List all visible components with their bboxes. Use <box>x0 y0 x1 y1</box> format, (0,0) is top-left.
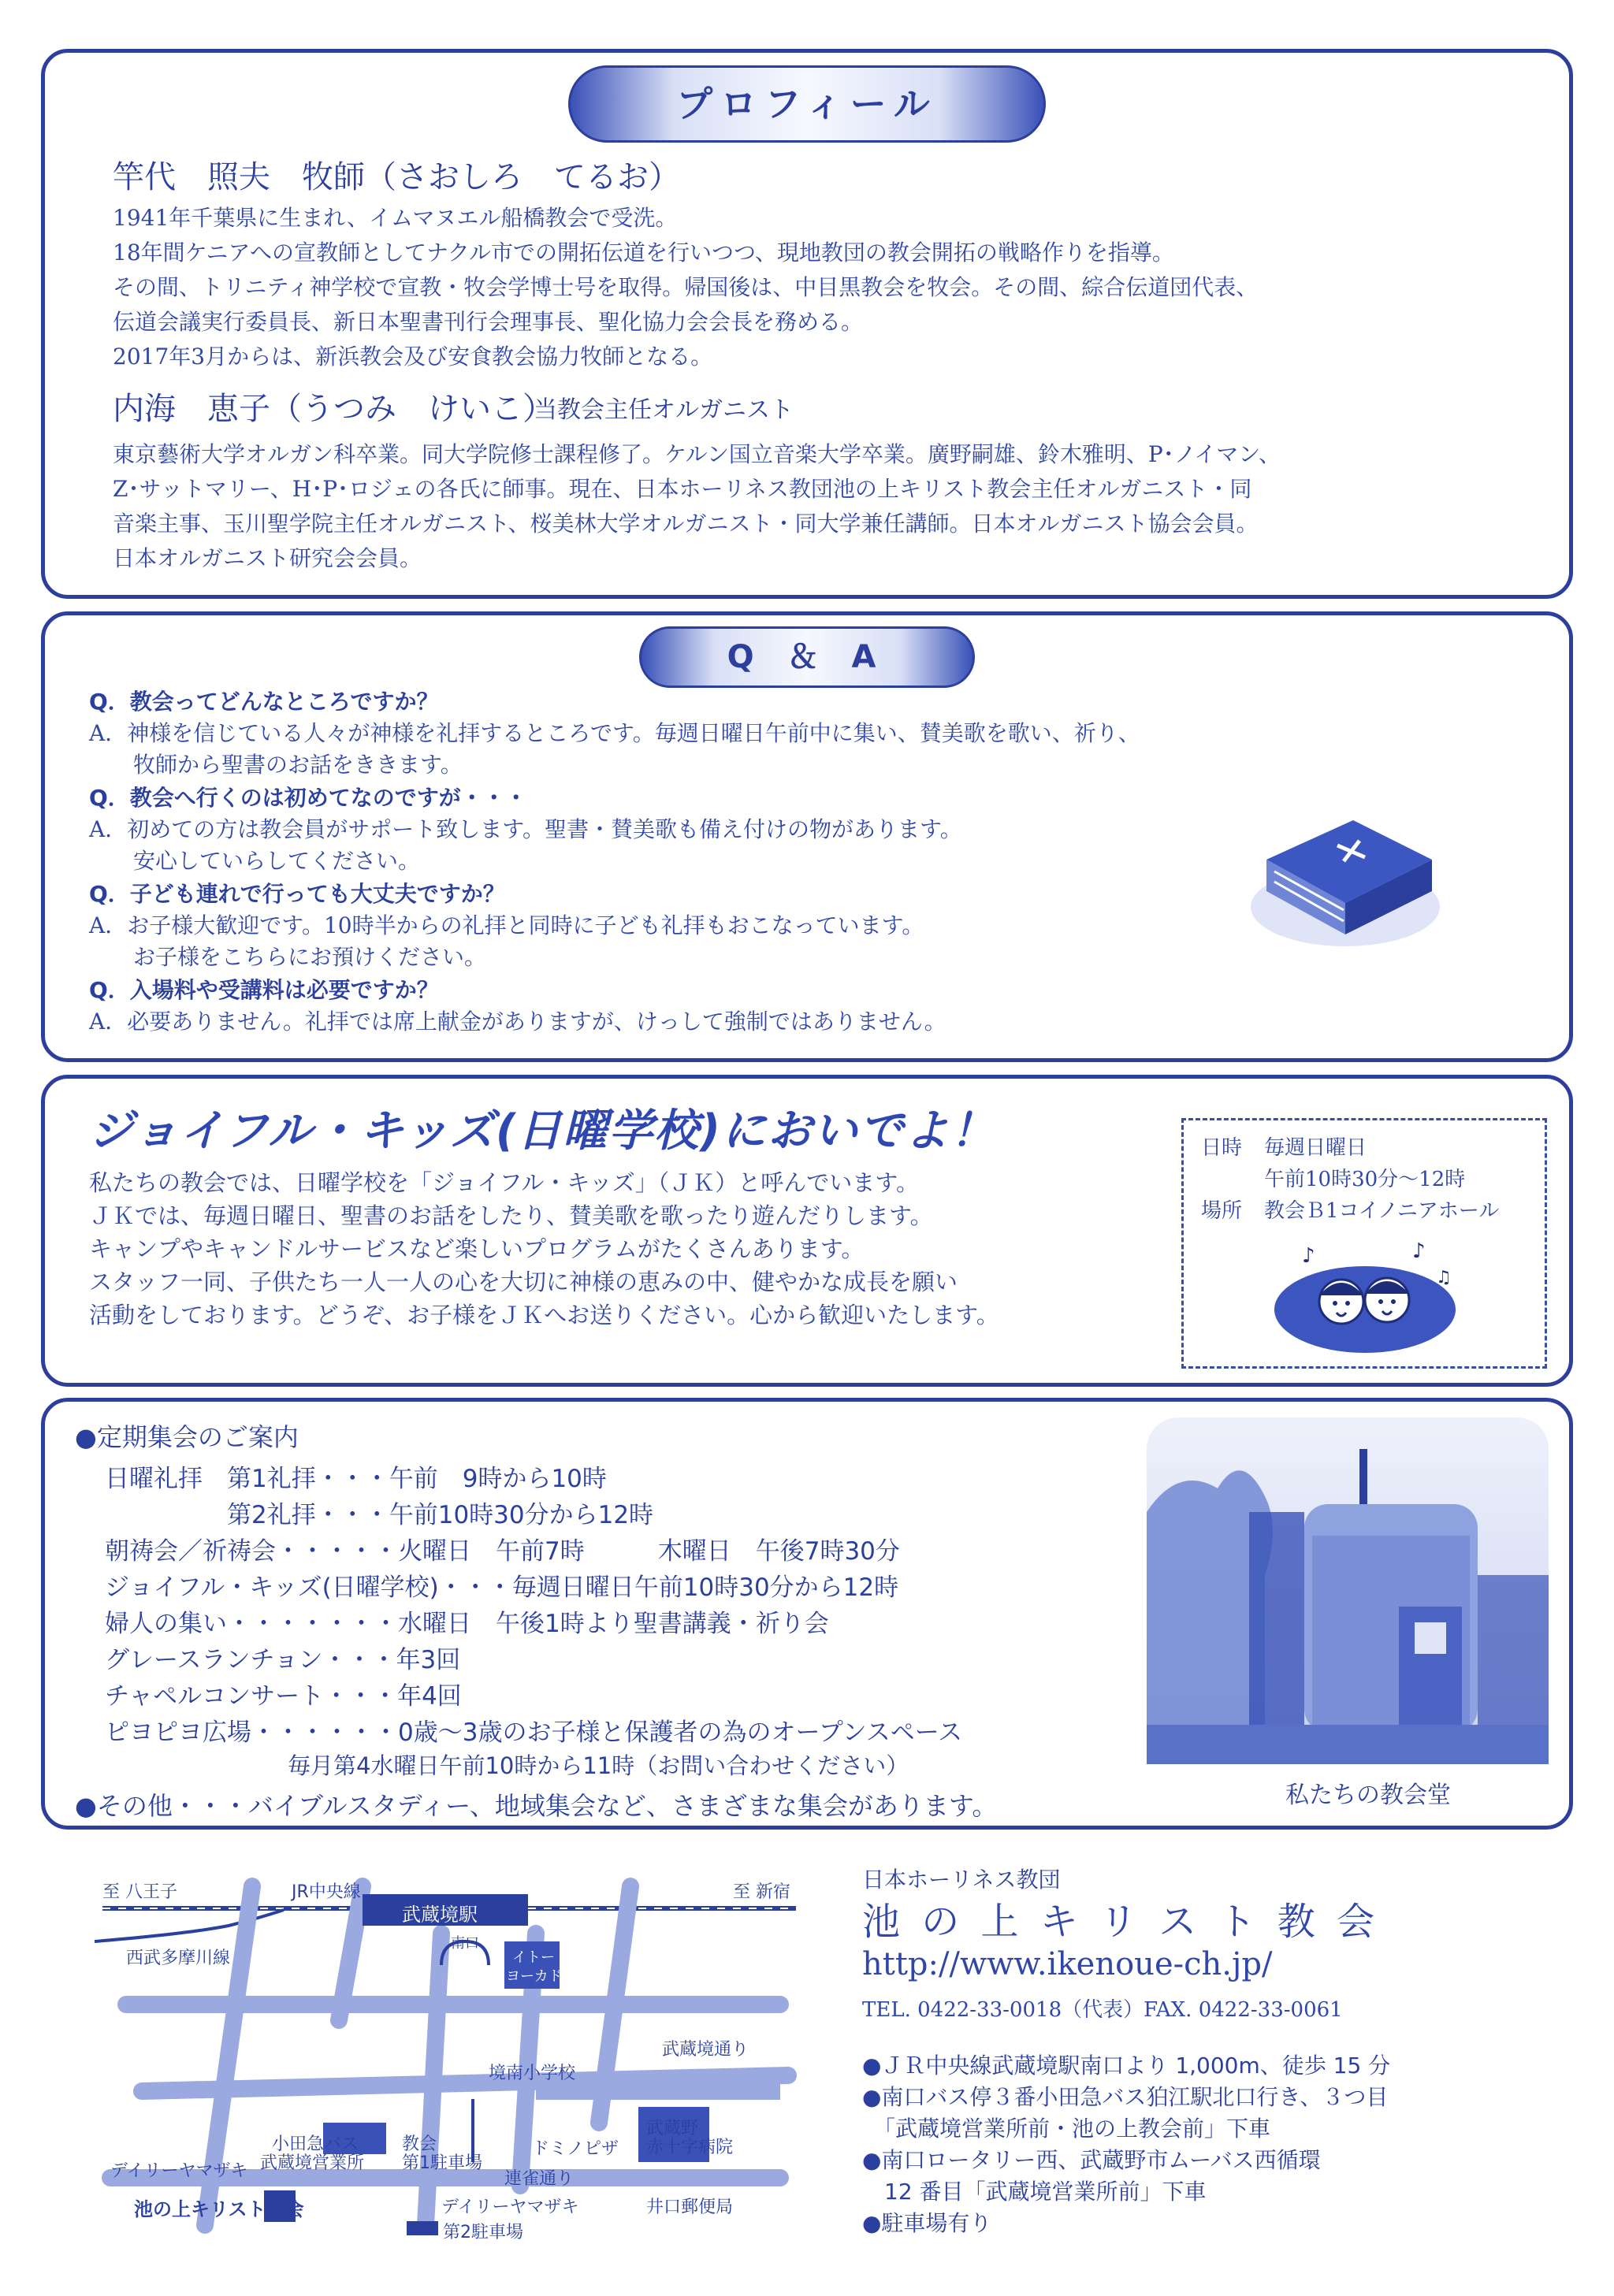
map-label-domino: ドミノピザ <box>532 2139 619 2159</box>
qa-panel <box>41 611 1573 1062</box>
meeting-line: ジョイフル・キッズ(日曜学校)・・・毎週日曜日午前10時30分から12時 <box>105 1573 899 1602</box>
map-label-shinjuku: 至 新宿 <box>733 1882 790 1902</box>
singing-children-icon <box>1270 1239 1460 1357</box>
church-building-photo <box>1147 1417 1549 1764</box>
pastor-bio-line: 1941年千葉県に生まれ、イムマヌエル船橋教会で受洗。 <box>113 205 678 231</box>
question: Q．教会へ行くのは初めてなのですが・・・ <box>89 785 527 811</box>
question: Q．教会ってどんなところですか？ <box>89 689 439 715</box>
map-label-daily-yamazaki: デイリーヤマザキ <box>441 2198 579 2217</box>
map-label-parking1: 教会 <box>402 2134 437 2154</box>
map-label-south-exit: 南口 <box>451 1935 479 1952</box>
qa-banner <box>639 626 975 688</box>
answer-line: A．必要ありません。礼拝では席上献金がありますが、けっして強制ではありません。 <box>89 1009 946 1035</box>
access-line: ●ＪＲ中央線武蔵境駅南口より 1,000m、徒歩 15 分 <box>862 2053 1391 2079</box>
pastor-bio-line: 2017年3月からは、新浜教会及び安食教会協力牧師となる。 <box>113 344 713 370</box>
map-label-sakai-dori: 武蔵境通り <box>662 2040 749 2060</box>
joyful-kids-line: 活動をしております。どうぞ、お子様をＪＫへお送りください。心から歓迎いたします。 <box>89 1302 999 1328</box>
question: Q．子ども連れで行っても大丈夫ですか？ <box>89 881 505 907</box>
map-label-ito-yokado: ヨーカドー <box>506 1968 577 1985</box>
question: Q．入場料や受講料は必要ですか？ <box>89 977 439 1003</box>
meeting-line: 日曜礼拝 第1礼拝・・・午前 9時から10時 <box>105 1465 607 1493</box>
map-label-odakyu-bus: 小田急バス <box>272 2134 359 2154</box>
map-label-renjaku: 連雀通り <box>504 2169 575 2189</box>
pastor-bio-line: 伝道会議実行委員長、新日本聖書刊行会理事長、聖化協力会会長を務める。 <box>113 309 864 335</box>
schedule-time-value: 毎週日曜日 <box>1264 1136 1367 1160</box>
answer-line: A．お子様大歓迎です。10時半からの礼拝と同時に子ども礼拝もおこなっています。 <box>89 912 924 938</box>
meeting-line: 朝祷会／祈祷会・・・・・火曜日 午前7時 木曜日 午後7時30分 <box>105 1537 900 1566</box>
svg-text:♫: ♫ <box>1436 1268 1452 1287</box>
access-line: 12 番目「武蔵境営業所前」下車 <box>862 2179 1207 2205</box>
map-label-parking2: 第2駐車場 <box>443 2223 523 2242</box>
church-url[interactable]: http://www.ikenoue-ch.jp/ <box>862 1946 1273 1982</box>
pastor-bio-line: その間、トリニティ神学校で宣教・牧会学博士号を取得。帰国後は、中目黒教会を牧会。その間、綜合伝道団代表、 <box>113 274 1259 300</box>
church-tel-fax: TEL. 0422-33-0018（代表）FAX. 0422-33-0061 <box>862 1998 1343 2022</box>
access-line: ●南口バス停３番小田急バス狛江駅北口行き、３つ目 <box>862 2084 1389 2110</box>
meeting-line: 第2礼拝・・・午前10時30分から12時 <box>105 1501 654 1529</box>
joyful-kids-line: 私たちの教会では、日曜学校を「ジョイフル・キッズ」（ＪＫ）と呼んでいます。 <box>89 1169 919 1196</box>
profile-banner-text: プロフィール <box>676 83 938 125</box>
access-line: ●駐車場有り <box>862 2210 992 2236</box>
svg-text:♪: ♪ <box>1302 1244 1315 1268</box>
map-label-school: 境南小学校 <box>489 2064 576 2083</box>
joyful-schedule-box <box>1181 1118 1547 1369</box>
organist-bio-line: 音楽主事、玉川聖学院主任オルガニスト、桜美林大学オルガニスト・同大学兼任講師。日本オルガニスト協会会員。 <box>113 511 1259 537</box>
meeting-line: ピヨピヨ広場・・・・・・0歳～3歳のお子様と保護者の為のオープンスペース <box>105 1718 963 1747</box>
church-photo-caption: 私たちの教会堂 <box>1285 1781 1451 1809</box>
schedule-time-label: 日時 <box>1201 1136 1243 1160</box>
meetings-heading: ●定期集会のご案内 <box>75 1422 299 1452</box>
church-info <box>859 1863 1584 2249</box>
meetings-panel <box>41 1398 1573 1830</box>
meeting-line: 婦人の集い・・・・・・・水曜日 午後1時より聖書講義・祈り会 <box>105 1610 829 1638</box>
pastor-name: 竿代 照夫 牧師（さおしろ てるお） <box>113 159 680 195</box>
access-line: 「武蔵境営業所前・池の上教会前」下車 <box>862 2116 1271 2142</box>
organist-bio-line: Z･サットマリー、H･P･ロジェの各氏に師事。現在、日本ホーリネス教団池の上キリスト教会主任オルガニスト・同 <box>113 476 1252 502</box>
joyful-kids-panel <box>41 1075 1573 1387</box>
profile-banner <box>568 65 1046 143</box>
map-label-church: 池の上キリスト教会 <box>134 2198 304 2220</box>
meeting-line: グレースランチョン・・・年3回 <box>105 1646 461 1674</box>
schedule-place-value: 教会Ｂ1コイノニアホール <box>1264 1199 1500 1223</box>
map-label-daily-yamazaki: デイリーヤマザキ <box>110 2161 248 2181</box>
joyful-kids-line: スタッフ一同、子供たち一人一人の心を大切に神様の恵みの中、健やかな成長を願い <box>89 1269 958 1295</box>
denomination: 日本ホーリネス教団 <box>862 1867 1061 1893</box>
meetings-other: ●その他・・・バイブルスタディー、地域集会など、さまざまな集会があります。 <box>75 1791 998 1821</box>
profile-panel <box>41 49 1573 599</box>
map-label-hachioji: 至 八王子 <box>102 1882 177 1902</box>
meeting-line: 毎月第4水曜日午前10時から11時（お問い合わせください） <box>105 1752 909 1779</box>
map-label-seibu: 西武多摩川線 <box>126 1949 231 1968</box>
map-label-station: 武蔵境駅 <box>402 1904 478 1926</box>
access-line: ●南口ロータリー西、武蔵野市ムーバス西循環 <box>862 2147 1321 2173</box>
map-label-parking1: 第1駐車場 <box>402 2153 482 2173</box>
schedule-place-label: 場所 <box>1201 1199 1243 1223</box>
joyful-kids-line: ＪＫでは、毎週日曜日、聖書のお話をしたり、賛美歌を歌ったり遊んだりします。 <box>89 1202 933 1229</box>
organist-bio-line: 日本オルガニスト研究会会員。 <box>113 545 422 571</box>
bible-icon <box>1243 773 1448 954</box>
meeting-line: チャペルコンサート・・・年4回 <box>105 1682 462 1711</box>
map-label-ito-yokado: イトー <box>512 1949 555 1966</box>
answer-line: A．初めての方は教会員がサポート致します。聖書・賛美歌も備え付けの物があります。 <box>89 816 962 842</box>
answer-line: A．神様を信じている人々が神様を礼拝するところです。毎週日曜日午前中に集い、賛美歌を歌い、祈り、 <box>89 720 1140 746</box>
svg-text:♪: ♪ <box>1412 1239 1426 1263</box>
map-label-odakyu-bus: 武蔵境営業所 <box>260 2153 365 2173</box>
map-label-post-office: 井口郵便局 <box>646 2198 734 2217</box>
qa-banner-text: Q ＆ A <box>727 639 887 675</box>
map-label-hospital: 赤十字病院 <box>646 2138 734 2157</box>
map-label-hospital: 武蔵野 <box>646 2119 699 2138</box>
church-name: 池 の 上 キ リ ス ト 教 会 <box>862 1900 1380 1944</box>
organist-role: 当教会主任オルガニスト <box>534 396 794 424</box>
access-map <box>95 1863 804 2241</box>
organist-bio-line: 東京藝術大学オルガン科卒業。同大学院修士課程修了。ケルン国立音楽大学卒業。廣野嗣雄、鈴木雅明、P･ノイマン、 <box>113 441 1281 467</box>
map-label-jr-line: JR中央線 <box>292 1882 361 1902</box>
pastor-bio-line: 18年間ケニアへの宣教師としてナクル市での開拓伝道を行いつつ、現地教団の教会開拓の戦略作りを指導。 <box>113 240 1174 266</box>
answer-line: お子様をこちらにお預けください。 <box>89 944 487 970</box>
answer-line: 牧師から聖書のお話をききます。 <box>89 752 463 778</box>
joyful-kids-title: ジョイフル・キッズ(日曜学校)においでよ！ <box>89 1105 997 1157</box>
organist-name: 内海 恵子（うつみ けいこ） <box>113 391 554 427</box>
joyful-kids-line: キャンプやキャンドルサービスなど楽しいプログラムがたくさんあります。 <box>89 1235 865 1262</box>
answer-line: 安心していらしてください。 <box>89 848 421 874</box>
schedule-time-value: 午前10時30分～12時 <box>1264 1168 1466 1191</box>
